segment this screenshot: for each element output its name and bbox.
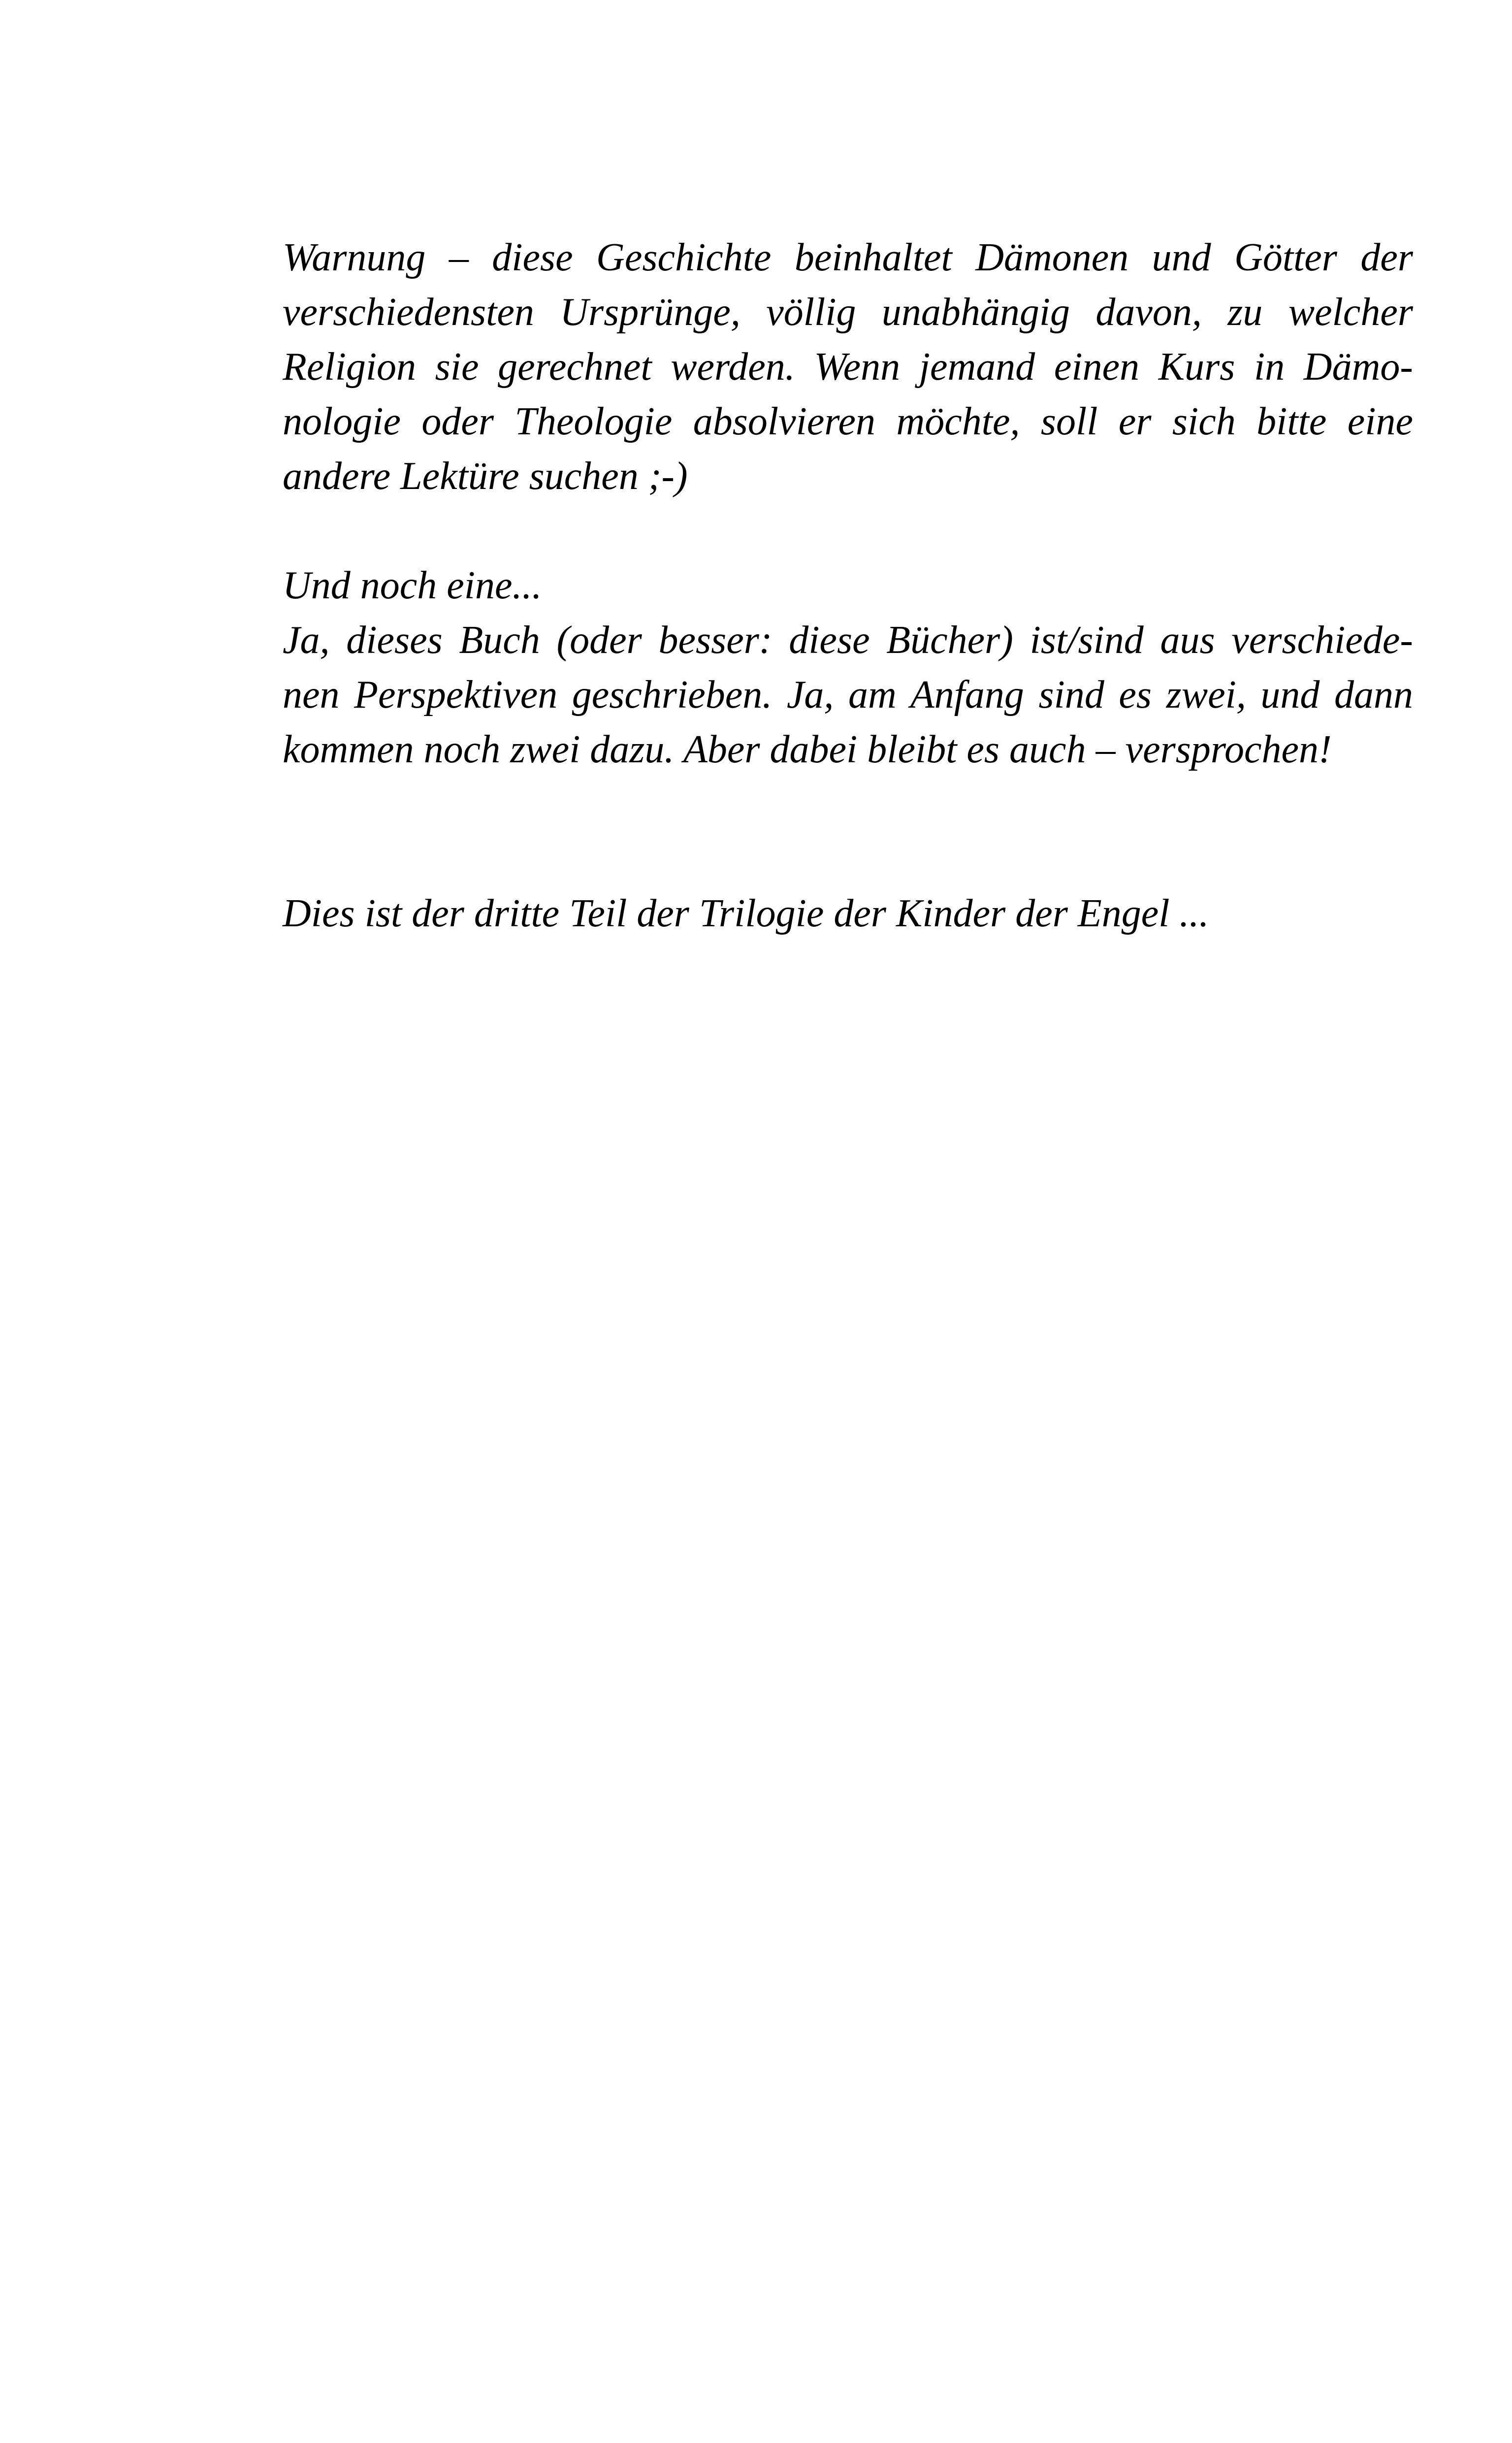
one-more-heading: [283, 558, 1413, 613]
perspectives-line-2: nen Perspektiven geschrieben. Ja, am Anfang sind es zwei, und dann: [283, 673, 1413, 717]
warning-line-4: nologie oder Theologie absolvieren möchte, soll er sich bitte eine: [283, 400, 1413, 443]
perspectives-line-3: kommen noch zwei dazu. Aber dabei bleibt es auch – versprochen!: [283, 728, 1332, 771]
one-more-heading-text: Und noch eine...: [283, 564, 542, 607]
warning-line-5: andere Lektüre suchen ;-): [283, 455, 688, 498]
warning-line-1: Warnung – diese Geschichte beinhaltet Dämonen und Götter der: [283, 236, 1413, 279]
warning-line-2: verschiedensten Ursprünge, völlig unabhängig davon, zu welcher: [283, 291, 1413, 334]
trilogy-note: [283, 886, 1413, 941]
warning-line-3: Religion sie gerechnet werden. Wenn jemand einen Kurs in Dämo-: [283, 345, 1413, 389]
trilogy-note-text: Dies ist der dritte Teil der Trilogie der Kinder der Engel ...: [283, 892, 1209, 935]
perspectives-paragraph: [283, 613, 1413, 777]
warning-paragraph: [283, 230, 1413, 504]
perspectives-line-1: Ja, dieses Buch (oder besser: diese Bücher) ist/sind aus verschiede-: [283, 619, 1413, 662]
